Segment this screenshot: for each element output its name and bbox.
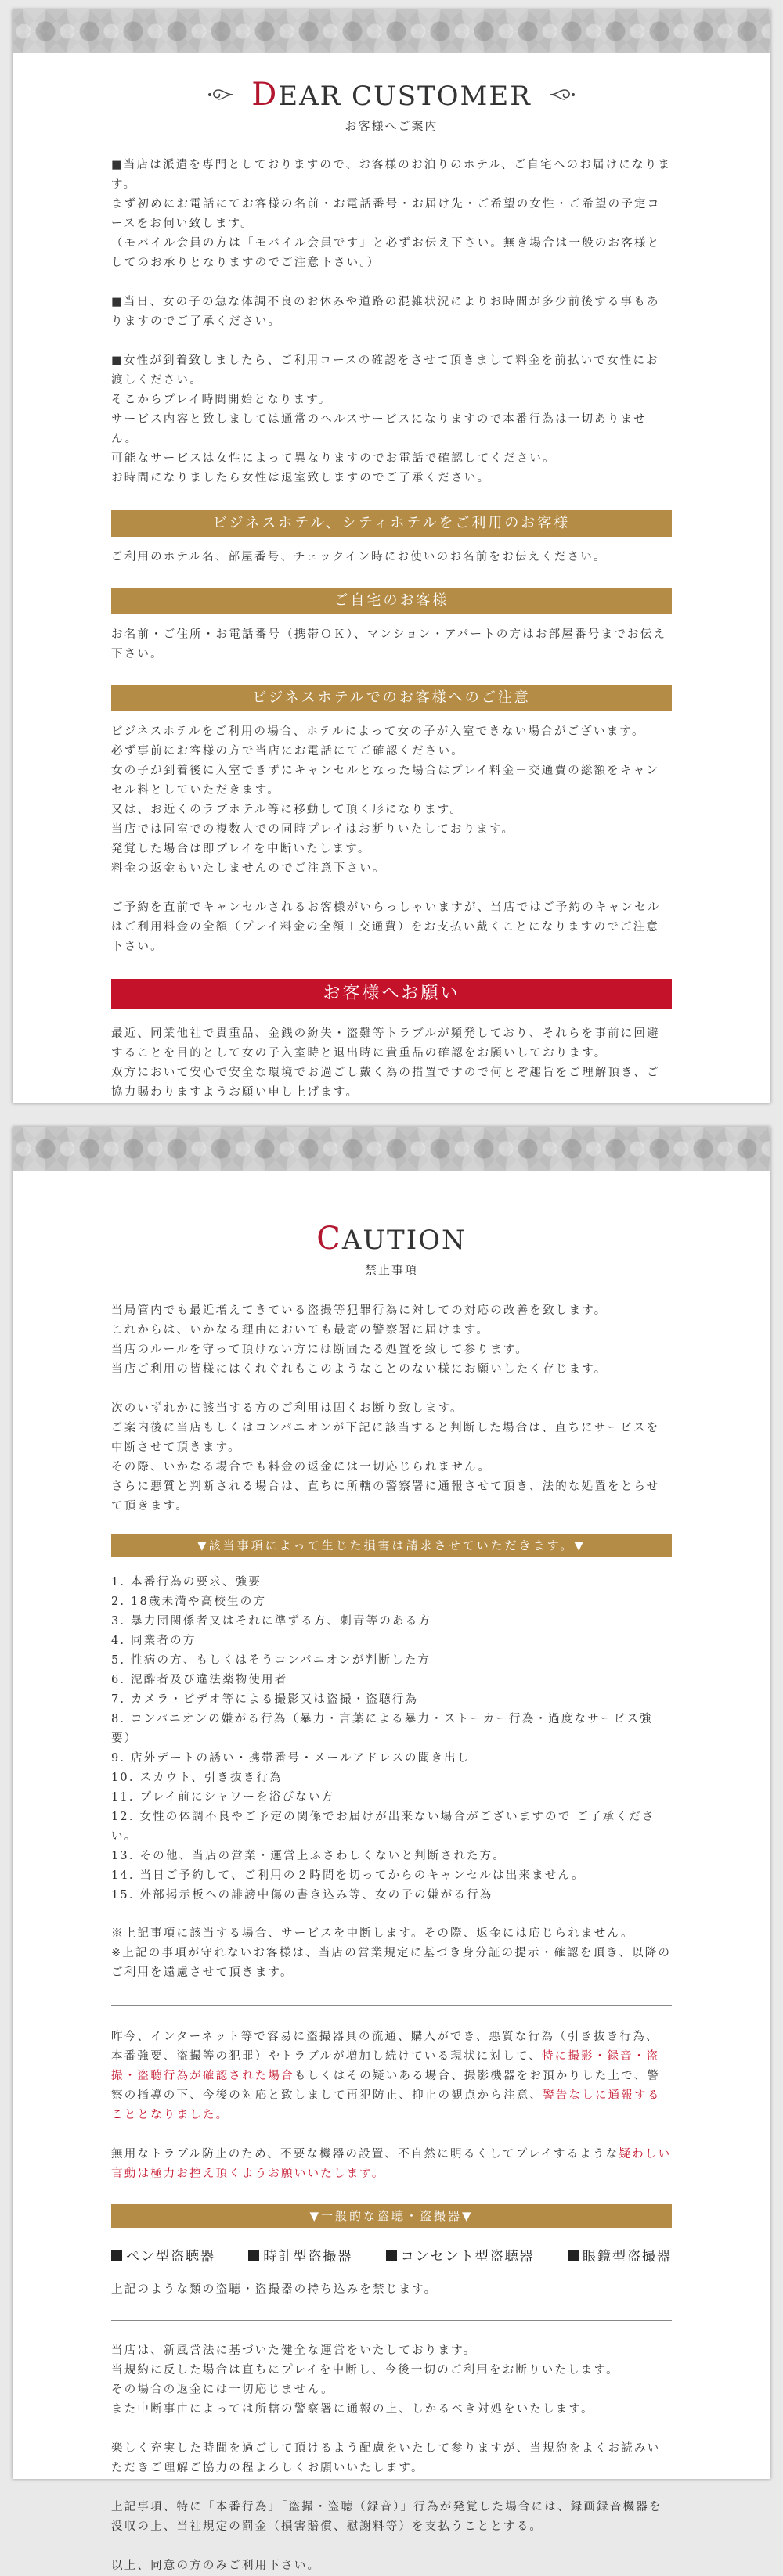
right-scroll-ornament-icon (549, 84, 577, 106)
enjoy-text: 楽しく充実した時間を過ごして頂けるよう配慮をいたして参りますが、当規約をよくお読みいただきご理解ご協力の程よろしくお願いいたします。 (111, 2442, 661, 2474)
device-outlet: コンセント型盗聴器 (386, 2245, 535, 2265)
hotel-section-text: ご利用のホテル名、部屋番号、チェックイン時にお使いのお名前をお伝えください。 (111, 551, 607, 563)
devices-note: 上記のような類の盗聴・盗撮器の持ち込みを禁じます。 (111, 2283, 438, 2296)
device-watch: 時計型盗撮器 (248, 2245, 352, 2265)
list-item: 4. 同業者の方 (111, 1635, 197, 1647)
damask-header-pattern (13, 1127, 770, 1171)
closing-text: 以上、同意の方のみご利用下さい。 (111, 2560, 321, 2572)
business-hotel-text-1: ビジネスホテルをご利用の場合、ホテルによって女の子が入室できない場合がございます。 必ず事前にお客様の方で当店にお電話にてご確認ください。 女の子が到着後に入室できずにキャンセルとなった場合はプレイ料金＋交通費の総額をキャンセル料としていただきます。 又は、お近くのラブホテル等に移動して頂く形になります。 当店では同室での複数人での同時プレイはお断りいたしております。 発覚した場合は即プレイを中断いたします。 料金の返金もいたしませんのでご注意下さい。 (111, 725, 660, 875)
list-item: 10. スカウト、引き抜き行為 (111, 1772, 283, 1784)
damage-claim-bar: ▼該当事項によって生じた損害は請求させていただきます。▼ (111, 1534, 672, 1557)
home-section-bar: ご自宅のお客様 (111, 588, 672, 614)
prohibited-list (111, 1573, 672, 1905)
penalty-text: 上記事項、特に「本番行為」「盗撮・盗聴（録音）」行為が発覚した場合には、録画録音機器を没収の上、当社規定の罰金（損害賠償、慰謝料等）を支払うこととする。 (111, 2501, 662, 2533)
voyeur-policy-text: 昨今、インターネット等で容易に盗撮器具の流通、購入ができ、悪質な行為（引き抜き行為、本番強要、盗撮等の犯罪）やトラブルが増加し続けている現状に対して、特に撮影・録音・盗撮・盗聴行為が確認された場合もしくはその疑いある場合、撮影機器をお預かりした上で、警察の指導の下、今後の対応と致しまして再犯防止、抑止の観点から注意、警告なしに通報することとなりました。 (111, 2031, 661, 2121)
list-item: 11. プレイ前にシャワーを浴びない方 (111, 1791, 335, 1804)
list-item: 15. 外部掲示板への誹謗中傷の書き込み等、女の子の嫌がる行為 (111, 1889, 493, 1901)
square-bullet-icon (568, 2250, 579, 2261)
customer-request-text: 最近、同業他社で貴重品、金銭の紛失・盗難等トラブルが頻発しており、それらを事前に回避することを目的として女の子入室時と退出時に貴重品の確認をお願いしております。 双方において安心で安全な環境でお過ごし戴く為の措置ですので何とぞ趣旨をご理解頂き、ご協力賜わりますようお願い申し上げます。 (111, 1027, 660, 1099)
caution-title: CAUTION (316, 1221, 467, 1257)
customer-title: DEAR CUSTOMER (251, 77, 532, 113)
caution-refusal-text: 次のいずれかに該当する方のご利用は固くお断り致します。 ご案内後に当店もしくはコンパニオンが下記に該当すると判断した場合は、直ちにサービスを中断させて頂きます。 その際、いかなる場合でも料金の返金には一切応じられません。 さらに悪質と判断される場合は、直ちに所轄の警察署に通報させて頂き、法的な処置をとらせて頂きます。 (111, 1402, 660, 1513)
list-item: 5. 性病の方、もしくはそうコンパニオンが判断した方 (111, 1654, 431, 1667)
customer-info-card (13, 9, 770, 1103)
list-item: 1. 本番行為の要求、強要 (111, 1576, 262, 1588)
intro-paragraph-2: ■当日、女の子の急な体調不良のお休みや道路の混雑状況によりお時間が多少前後する事もありますのでご了承ください。 (111, 296, 660, 328)
left-scroll-ornament-icon (206, 84, 234, 106)
intro-paragraph-1: ■当店は派遣を専門としておりますので、お客様のお泊りのホテル、ご自宅へのお届けになります。 まず初めにお電話にてお客様の名前・お電話番号・お届け先・ご希望の女性・ご希望の予定コースをお伺い致します。 （モバイル会員の方は「モバイル会員です」と必ずお伝え下さい。無き場合は一般のお客様としてのお承りとなりますのでご注意下さい。） (111, 159, 672, 269)
list-item: 7. カメラ・ビデオ等による撮影又は盗撮・盗聴行為 (111, 1693, 419, 1706)
device-pen: ペン型盗聴器 (111, 2245, 215, 2265)
operating-rules-text: 当店は、新風営法に基づいた健全な運営をいたしております。 (111, 2344, 477, 2357)
list-item: 6. 泥酔者及び違法薬物使用者 (111, 1674, 288, 1686)
square-bullet-icon (248, 2250, 259, 2261)
caution-intro-text: 当局管内でも最近増えてきている盗撮等犯罪行為に対しての対応の改善を致します。 これからは、いかなる理由においても最寄の警察署に届けます。 当店のルールを守って頂けない方には断固たる処置を致して参ります。 当店ご利用の皆様にはくれぐれもこのようなことのない様にお願いしたく存じます。 (111, 1304, 608, 1376)
caution-card (13, 1127, 770, 2572)
list-item: 14. 当日ご予約して、ご利用の２時間を切ってからのキャンセルは出来ません。 (111, 1869, 585, 1882)
device-types-row (111, 2245, 672, 2265)
caution-title-block (111, 1221, 672, 1278)
device-glasses: 眼鏡型盗撮器 (568, 2245, 672, 2265)
list-item: 8. コンパニオンの嫌がる行為（暴力・言葉による暴力・ストーカー行為・過度なサービス強要） (111, 1713, 653, 1745)
caution-notes: ※上記事項に該当する場合、サービスを中断します。その際、返金には応じられません。 ※上記の事項が守れないお客様は、当店の営業規定に基づき身分証の提示・確認を頂き、以降のご利用を遠慮させて頂きます。 (111, 1927, 672, 1979)
list-item: 3. 暴力団関係者又はそれに準ずる方、刺青等のある方 (111, 1615, 432, 1628)
business-hotel-text-2: ご予約を直前でキャンセルされるお客様がいらっしゃいますが、当店ではご予約のキャンセルはご利用料金の全額（プレイ料金の全額＋交通費）をお支払い戴くことになりますのでご注意下さい。 (111, 901, 661, 953)
list-item: 13. その他、当店の営業・運営上ふさわしくないと判断された方。 (111, 1850, 507, 1862)
operating-rules-warning: 当規約に反した場合は直ちにプレイを中断し、今後一切のご利用をお断りいたします。 その場合の返金には一切応じません。 また中断事由によっては所轄の警察署に通報の上、しかるべき対処をいたします。 (111, 2364, 619, 2416)
hotel-section-bar: ビジネスホテル、シティホテルをご利用のお客様 (111, 510, 672, 537)
square-bullet-icon (111, 2250, 122, 2261)
devices-bar: ▼一般的な盗聴・盗撮器▼ (111, 2204, 672, 2228)
trouble-prevention-text: 無用なトラブル防止のため、不要な機器の設置、不自然に明るくしてプレイするような疑わしい言動は極力お控え頂くようお願いいたします。 (111, 2148, 672, 2180)
divider (111, 2005, 672, 2006)
list-item: 12. 女性の体調不良やご予定の関係でお届けが出来ない場合がございますので ご了承ください。 (111, 1811, 655, 1843)
home-section-text: お名前・ご住所・お電話番号（携帯ＯＫ）、マンション・アパートの方はお部屋番号までお伝え下さい。 (111, 628, 667, 660)
caution-subtitle: 禁止事項 (364, 1263, 418, 1277)
list-item: 2. 18歳未満や高校生の方 (111, 1596, 267, 1608)
customer-subtitle: お客様へご案内 (345, 119, 438, 133)
square-bullet-icon (386, 2250, 397, 2261)
intro-paragraph-3: ■女性が到着致しましたら、ご利用コースの確認をさせて頂きまして料金を前払いで女性にお渡しください。 そこからプレイ時間開始となります。 サービス内容と致しましては通常のヘルスサービスになりますので本番行為は一切ありません。 可能なサービスは女性によって異なりますのでお電話で確認してください。 お時間になりましたら女性は退室致しますのでご了承ください。 (111, 354, 659, 484)
customer-title-block (111, 77, 672, 134)
divider (111, 2320, 672, 2321)
customer-request-bar: お客様へお願い (111, 979, 672, 1009)
business-hotel-notice-bar: ビジネスホテルでのお客様へのご注意 (111, 685, 672, 711)
damask-header-pattern (13, 9, 770, 53)
list-item: 9. 店外デートの誘い・携帯番号・メールアドレスの聞き出し (111, 1752, 471, 1765)
